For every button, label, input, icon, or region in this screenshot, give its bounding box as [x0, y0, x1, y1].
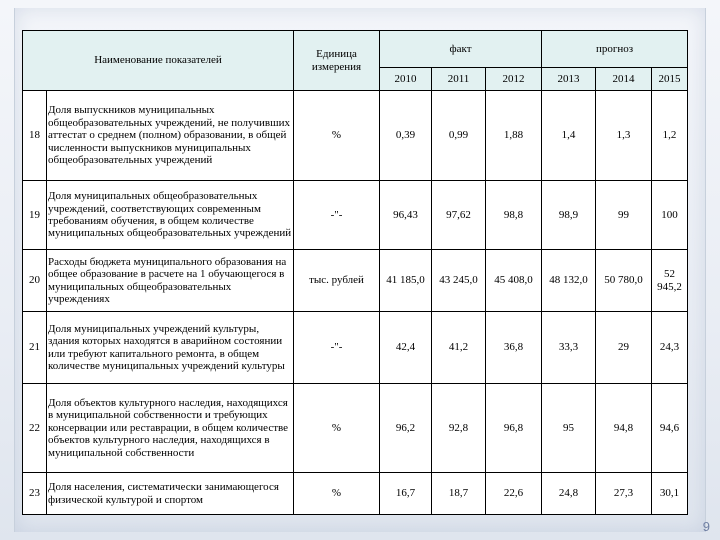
value-cell: 24,3: [652, 312, 688, 384]
table-row: [23, 384, 688, 473]
table-row: [23, 250, 688, 312]
value-cell: 1,2: [652, 91, 688, 181]
value-cell: 18,7: [432, 473, 486, 515]
indicator-name: Доля населения, систематически занимающегося физической культурой и спортом: [47, 473, 294, 515]
value-cell: 0,39: [380, 91, 432, 181]
value-cell: 30,1: [652, 473, 688, 515]
row-number: 18: [23, 91, 47, 181]
indicators-table: [22, 30, 688, 515]
value-cell: 95: [542, 384, 596, 473]
page-number: 9: [702, 519, 710, 534]
value-cell: 92,8: [432, 384, 486, 473]
value-cell: 27,3: [596, 473, 652, 515]
value-cell: 16,7: [380, 473, 432, 515]
indicator-name: Доля объектов культурного наследия, находящихся в муниципальной собственности и требующих консервации или реставрации, в общем количестве объектов культурного наследия, находящихся в муниципальной собственности: [47, 384, 294, 473]
value-cell: 43 245,0: [432, 250, 486, 312]
value-cell: 33,3: [542, 312, 596, 384]
unit-cell: %: [294, 473, 380, 515]
value-cell: 94,8: [596, 384, 652, 473]
value-cell: 98,9: [542, 181, 596, 250]
indicator-name: Доля выпускников муниципальных общеобразовательных учреждений, не получивших аттестат о среднем (полном) образовании, в общей численности выпускников муниципальных общеобразовательных учреждений: [47, 91, 294, 181]
value-cell: 1,4: [542, 91, 596, 181]
forecast-label: прогноз: [595, 42, 634, 55]
value-cell: 45 408,0: [486, 250, 542, 312]
year-header: 2013: [542, 68, 596, 91]
year-header: 2014: [596, 68, 652, 91]
value-cell: 0,99: [432, 91, 486, 181]
unit-cell: %: [294, 384, 380, 473]
table-row: [23, 312, 688, 384]
value-cell: 48 132,0: [542, 250, 596, 312]
value-cell: 1,88: [486, 91, 542, 181]
row-number: 21: [23, 312, 47, 384]
value-cell: 24,8: [542, 473, 596, 515]
value-cell: 52 945,2: [652, 250, 688, 312]
unit-label: Единица измерения: [311, 47, 362, 73]
value-cell: 99: [596, 181, 652, 250]
indicator-name-label: Наименование показателей: [94, 54, 222, 67]
table-row: [23, 473, 688, 515]
unit-cell: %: [294, 91, 380, 181]
year-header: 2011: [432, 68, 486, 91]
year-header: 2010: [380, 68, 432, 91]
value-cell: 36,8: [486, 312, 542, 384]
indicator-name: Доля муниципальных учреждений культуры, здания которых находятся в аварийном состоянии или требуют капитального ремонта, в общем количестве муниципальных учреждений культуры: [47, 312, 294, 384]
value-cell: 41,2: [432, 312, 486, 384]
indicator-name-header: [23, 31, 294, 91]
value-cell: 41 185,0: [380, 250, 432, 312]
table-row: [23, 91, 688, 181]
unit-cell: -"-: [294, 181, 380, 250]
indicator-name: Доля муниципальных общеобразовательных учреждений, соответствующих современным требованиям обучения, в общем количестве муниципальных общеобразовательных учреждений: [47, 181, 294, 250]
value-cell: 96,8: [486, 384, 542, 473]
value-cell: 100: [652, 181, 688, 250]
fact-label: факт: [449, 42, 472, 55]
row-number: 19: [23, 181, 47, 250]
unit-header: [294, 31, 380, 91]
year-header: 2015: [652, 68, 688, 91]
forecast-header: [542, 31, 688, 68]
value-cell: 96,2: [380, 384, 432, 473]
header-row-top: [23, 31, 688, 68]
value-cell: 98,8: [486, 181, 542, 250]
row-number: 23: [23, 473, 47, 515]
table-row: [23, 181, 688, 250]
value-cell: 97,62: [432, 181, 486, 250]
fact-header: [380, 31, 542, 68]
value-cell: 29: [596, 312, 652, 384]
year-header: 2012: [486, 68, 542, 91]
indicator-name: Расходы бюджета муниципального образования на общее образование в расчете на 1 обучающегося в муниципальных общеобразовательных учреждениях: [47, 250, 294, 312]
value-cell: 22,6: [486, 473, 542, 515]
value-cell: 94,6: [652, 384, 688, 473]
value-cell: 42,4: [380, 312, 432, 384]
row-number: 20: [23, 250, 47, 312]
row-number: 22: [23, 384, 47, 473]
unit-cell: тыс. рублей: [294, 250, 380, 312]
value-cell: 1,3: [596, 91, 652, 181]
value-cell: 96,43: [380, 181, 432, 250]
unit-cell: -"-: [294, 312, 380, 384]
value-cell: 50 780,0: [596, 250, 652, 312]
